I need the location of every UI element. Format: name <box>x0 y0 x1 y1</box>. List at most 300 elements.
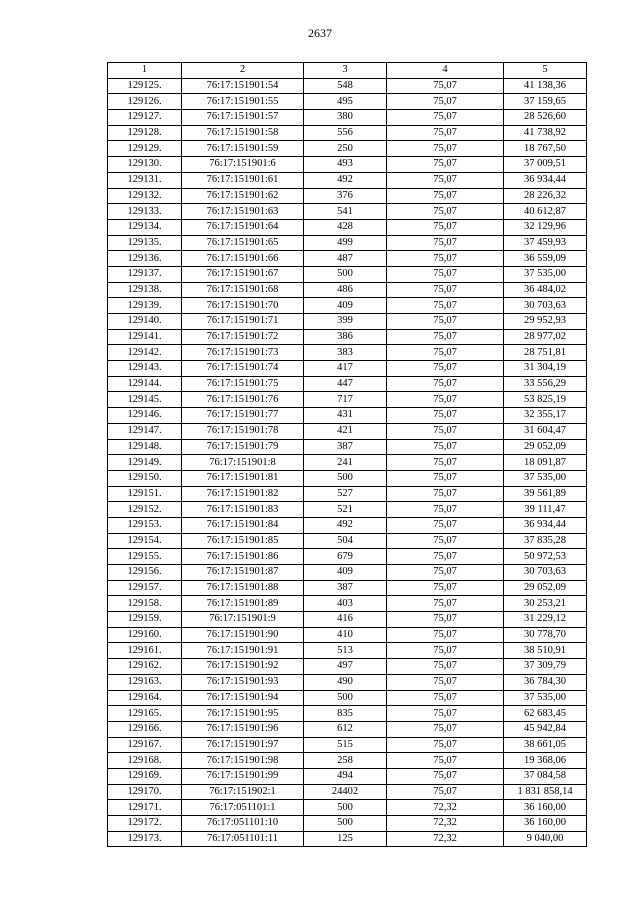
area-cell: 679 <box>304 549 387 565</box>
header-cell-2: 2 <box>182 63 304 79</box>
amount-cell: 38 661,05 <box>504 737 587 753</box>
area-cell: 421 <box>304 423 387 439</box>
cadastral-number-cell: 76:17:151901:90 <box>182 627 304 643</box>
amount-cell: 36 160,00 <box>504 816 587 832</box>
cadastral-number-cell: 76:17:151901:82 <box>182 486 304 502</box>
rate-cell: 75,07 <box>387 235 504 251</box>
cadastral-number-cell: 76:17:151901:73 <box>182 345 304 361</box>
table-row <box>108 361 587 377</box>
area-cell: 548 <box>304 78 387 94</box>
table-row <box>108 517 587 533</box>
amount-cell: 62 683,45 <box>504 706 587 722</box>
rate-cell: 75,07 <box>387 659 504 675</box>
table-row <box>108 627 587 643</box>
area-cell: 497 <box>304 659 387 675</box>
table-row <box>108 690 587 706</box>
amount-cell: 36 484,02 <box>504 282 587 298</box>
rate-cell: 75,07 <box>387 376 504 392</box>
area-cell: 490 <box>304 674 387 690</box>
row-number-cell: 129138. <box>108 282 182 298</box>
area-cell: 500 <box>304 266 387 282</box>
table-header-row <box>108 63 587 79</box>
table-row <box>108 455 587 471</box>
rate-cell: 75,07 <box>387 706 504 722</box>
cadastral-number-cell: 76:17:151901:97 <box>182 737 304 753</box>
rate-cell: 75,07 <box>387 753 504 769</box>
area-cell: 447 <box>304 376 387 392</box>
row-number-cell: 129149. <box>108 455 182 471</box>
cadastral-number-cell: 76:17:151901:81 <box>182 470 304 486</box>
cadastral-number-cell: 76:17:151901:9 <box>182 612 304 628</box>
cadastral-number-cell: 76:17:151901:8 <box>182 455 304 471</box>
rate-cell: 75,07 <box>387 266 504 282</box>
area-cell: 487 <box>304 251 387 267</box>
cadastral-number-cell: 76:17:151901:85 <box>182 533 304 549</box>
row-number-cell: 129171. <box>108 800 182 816</box>
table-row <box>108 157 587 173</box>
amount-cell: 37 309,79 <box>504 659 587 675</box>
amount-cell: 29 052,09 <box>504 439 587 455</box>
page-number: 2637 <box>308 26 332 40</box>
area-cell: 493 <box>304 157 387 173</box>
cadastral-number-cell: 76:17:151901:99 <box>182 768 304 784</box>
rate-cell: 75,07 <box>387 690 504 706</box>
amount-cell: 30 703,63 <box>504 298 587 314</box>
cadastral-number-cell: 76:17:151901:87 <box>182 565 304 581</box>
area-cell: 500 <box>304 816 387 832</box>
rate-cell: 75,07 <box>387 329 504 345</box>
header-cell-5: 5 <box>504 63 587 79</box>
table-row <box>108 408 587 424</box>
rate-cell: 75,07 <box>387 737 504 753</box>
row-number-cell: 129158. <box>108 596 182 612</box>
table-row <box>108 470 587 486</box>
amount-cell: 30 253,21 <box>504 596 587 612</box>
area-cell: 500 <box>304 800 387 816</box>
row-number-cell: 129165. <box>108 706 182 722</box>
rate-cell: 75,07 <box>387 219 504 235</box>
rate-cell: 75,07 <box>387 455 504 471</box>
amount-cell: 9 040,00 <box>504 831 587 847</box>
amount-cell: 31 229,12 <box>504 612 587 628</box>
area-cell: 515 <box>304 737 387 753</box>
row-number-cell: 129146. <box>108 408 182 424</box>
rate-cell: 75,07 <box>387 345 504 361</box>
table-row <box>108 816 587 832</box>
rate-cell: 75,07 <box>387 282 504 298</box>
table-row <box>108 737 587 753</box>
rate-cell: 75,07 <box>387 408 504 424</box>
header-cell-3: 3 <box>304 63 387 79</box>
area-cell: 125 <box>304 831 387 847</box>
row-number-cell: 129150. <box>108 470 182 486</box>
rate-cell: 75,07 <box>387 314 504 330</box>
table-row <box>108 94 587 110</box>
rate-cell: 75,07 <box>387 596 504 612</box>
table-row <box>108 204 587 220</box>
rate-cell: 72,32 <box>387 831 504 847</box>
row-number-cell: 129164. <box>108 690 182 706</box>
cadastral-number-cell: 76:17:151901:76 <box>182 392 304 408</box>
row-number-cell: 129156. <box>108 565 182 581</box>
area-cell: 499 <box>304 235 387 251</box>
table-row <box>108 549 587 565</box>
cadastral-number-cell: 76:17:151901:6 <box>182 157 304 173</box>
table-row <box>108 612 587 628</box>
cadastral-number-cell: 76:17:151901:59 <box>182 141 304 157</box>
area-cell: 241 <box>304 455 387 471</box>
cadastral-number-cell: 76:17:151901:75 <box>182 376 304 392</box>
table-row <box>108 188 587 204</box>
rate-cell: 75,07 <box>387 768 504 784</box>
amount-cell: 37 159,65 <box>504 94 587 110</box>
cadastral-number-cell: 76:17:151901:57 <box>182 110 304 126</box>
row-number-cell: 129160. <box>108 627 182 643</box>
cadastral-number-cell: 76:17:151901:62 <box>182 188 304 204</box>
row-number-cell: 129139. <box>108 298 182 314</box>
table-row <box>108 706 587 722</box>
row-number-cell: 129133. <box>108 204 182 220</box>
amount-cell: 37 084,58 <box>504 768 587 784</box>
area-cell: 417 <box>304 361 387 377</box>
area-cell: 409 <box>304 565 387 581</box>
cadastral-number-cell: 76:17:151901:96 <box>182 721 304 737</box>
cadastral-number-cell: 76:17:051101:11 <box>182 831 304 847</box>
cadastral-number-cell: 76:17:151901:77 <box>182 408 304 424</box>
rate-cell: 75,07 <box>387 674 504 690</box>
rate-cell: 75,07 <box>387 486 504 502</box>
rate-cell: 75,07 <box>387 392 504 408</box>
table-row <box>108 110 587 126</box>
rate-cell: 75,07 <box>387 423 504 439</box>
rate-cell: 75,07 <box>387 439 504 455</box>
cadastral-number-cell: 76:17:151901:86 <box>182 549 304 565</box>
rate-cell: 75,07 <box>387 94 504 110</box>
table-row <box>108 251 587 267</box>
cadastral-number-cell: 76:17:151901:91 <box>182 643 304 659</box>
rate-cell: 75,07 <box>387 549 504 565</box>
amount-cell: 28 226,32 <box>504 188 587 204</box>
amount-cell: 19 368,06 <box>504 753 587 769</box>
rate-cell: 75,07 <box>387 643 504 659</box>
rate-cell: 75,07 <box>387 565 504 581</box>
rate-cell: 72,32 <box>387 816 504 832</box>
table-row <box>108 78 587 94</box>
row-number-cell: 129129. <box>108 141 182 157</box>
area-cell: 250 <box>304 141 387 157</box>
amount-cell: 32 129,96 <box>504 219 587 235</box>
rate-cell: 75,07 <box>387 502 504 518</box>
row-number-cell: 129155. <box>108 549 182 565</box>
cadastral-number-cell: 76:17:151901:67 <box>182 266 304 282</box>
table-row <box>108 439 587 455</box>
amount-cell: 36 559,09 <box>504 251 587 267</box>
table-row <box>108 219 587 235</box>
table-row <box>108 502 587 518</box>
row-number-cell: 129144. <box>108 376 182 392</box>
cadastral-number-cell: 76:17:151901:93 <box>182 674 304 690</box>
amount-cell: 37 009,51 <box>504 157 587 173</box>
area-cell: 428 <box>304 219 387 235</box>
amount-cell: 37 535,00 <box>504 690 587 706</box>
cadastral-number-cell: 76:17:151902:1 <box>182 784 304 800</box>
table-row <box>108 831 587 847</box>
area-cell: 492 <box>304 517 387 533</box>
row-number-cell: 129168. <box>108 753 182 769</box>
amount-cell: 28 526,60 <box>504 110 587 126</box>
amount-cell: 40 612,87 <box>504 204 587 220</box>
table-row <box>108 125 587 141</box>
row-number-cell: 129131. <box>108 172 182 188</box>
cadastral-number-cell: 76:17:151901:79 <box>182 439 304 455</box>
area-cell: 409 <box>304 298 387 314</box>
row-number-cell: 129125. <box>108 78 182 94</box>
rate-cell: 75,07 <box>387 361 504 377</box>
table-row <box>108 659 587 675</box>
amount-cell: 41 138,36 <box>504 78 587 94</box>
row-number-cell: 129167. <box>108 737 182 753</box>
amount-cell: 30 778,70 <box>504 627 587 643</box>
amount-cell: 41 738,92 <box>504 125 587 141</box>
area-cell: 486 <box>304 282 387 298</box>
rate-cell: 75,07 <box>387 125 504 141</box>
area-cell: 494 <box>304 768 387 784</box>
area-cell: 24402 <box>304 784 387 800</box>
table-row <box>108 298 587 314</box>
table-row <box>108 643 587 659</box>
area-cell: 399 <box>304 314 387 330</box>
table-row <box>108 392 587 408</box>
rate-cell: 75,07 <box>387 580 504 596</box>
cadastral-number-cell: 76:17:051101:1 <box>182 800 304 816</box>
table-row <box>108 345 587 361</box>
table-row <box>108 314 587 330</box>
row-number-cell: 129137. <box>108 266 182 282</box>
row-number-cell: 129152. <box>108 502 182 518</box>
amount-cell: 1 831 858,14 <box>504 784 587 800</box>
amount-cell: 33 556,29 <box>504 376 587 392</box>
cadastral-number-cell: 76:17:151901:83 <box>182 502 304 518</box>
rate-cell: 75,07 <box>387 157 504 173</box>
rate-cell: 75,07 <box>387 172 504 188</box>
rate-cell: 75,07 <box>387 298 504 314</box>
row-number-cell: 129166. <box>108 721 182 737</box>
amount-cell: 32 355,17 <box>504 408 587 424</box>
rate-cell: 75,07 <box>387 517 504 533</box>
table-row <box>108 565 587 581</box>
cadastral-number-cell: 76:17:151901:68 <box>182 282 304 298</box>
row-number-cell: 129141. <box>108 329 182 345</box>
row-number-cell: 129132. <box>108 188 182 204</box>
table-row <box>108 784 587 800</box>
row-number-cell: 129130. <box>108 157 182 173</box>
cadastral-number-cell: 76:17:151901:65 <box>182 235 304 251</box>
amount-cell: 45 942,84 <box>504 721 587 737</box>
amount-cell: 31 304,19 <box>504 361 587 377</box>
row-number-cell: 129172. <box>108 816 182 832</box>
table-row <box>108 266 587 282</box>
table-row <box>108 486 587 502</box>
rate-cell: 75,07 <box>387 612 504 628</box>
table-row <box>108 533 587 549</box>
row-number-cell: 129154. <box>108 533 182 549</box>
row-number-cell: 129173. <box>108 831 182 847</box>
table-row <box>108 376 587 392</box>
area-cell: 500 <box>304 690 387 706</box>
area-cell: 431 <box>304 408 387 424</box>
cadastral-number-cell: 76:17:151901:92 <box>182 659 304 675</box>
area-cell: 387 <box>304 439 387 455</box>
rate-cell: 75,07 <box>387 204 504 220</box>
table-row <box>108 141 587 157</box>
table-row <box>108 721 587 737</box>
amount-cell: 36 934,44 <box>504 517 587 533</box>
cadastral-number-cell: 76:17:151901:74 <box>182 361 304 377</box>
row-number-cell: 129136. <box>108 251 182 267</box>
amount-cell: 37 535,00 <box>504 266 587 282</box>
amount-cell: 39 561,89 <box>504 486 587 502</box>
cadastral-number-cell: 76:17:151901:55 <box>182 94 304 110</box>
row-number-cell: 129148. <box>108 439 182 455</box>
amount-cell: 18 091,87 <box>504 455 587 471</box>
table-row <box>108 172 587 188</box>
amount-cell: 28 977,02 <box>504 329 587 345</box>
row-number-cell: 129163. <box>108 674 182 690</box>
table-body <box>108 78 587 847</box>
cadastral-number-cell: 76:17:151901:66 <box>182 251 304 267</box>
area-cell: 556 <box>304 125 387 141</box>
amount-cell: 29 952,93 <box>504 314 587 330</box>
area-cell: 387 <box>304 580 387 596</box>
row-number-cell: 129143. <box>108 361 182 377</box>
row-number-cell: 129140. <box>108 314 182 330</box>
rate-cell: 75,07 <box>387 78 504 94</box>
header-cell-1: 1 <box>108 63 182 79</box>
row-number-cell: 129134. <box>108 219 182 235</box>
area-cell: 492 <box>304 172 387 188</box>
amount-cell: 37 835,28 <box>504 533 587 549</box>
cadastral-number-cell: 76:17:151901:54 <box>182 78 304 94</box>
area-cell: 521 <box>304 502 387 518</box>
amount-cell: 31 604,47 <box>504 423 587 439</box>
row-number-cell: 129127. <box>108 110 182 126</box>
row-number-cell: 129145. <box>108 392 182 408</box>
table-row <box>108 235 587 251</box>
amount-cell: 37 459,93 <box>504 235 587 251</box>
cadastral-number-cell: 76:17:151901:71 <box>182 314 304 330</box>
row-number-cell: 129162. <box>108 659 182 675</box>
rate-cell: 72,32 <box>387 800 504 816</box>
cadastral-number-cell: 76:17:151901:58 <box>182 125 304 141</box>
cadastral-number-cell: 76:17:151901:88 <box>182 580 304 596</box>
table-row <box>108 329 587 345</box>
row-number-cell: 129157. <box>108 580 182 596</box>
table-row <box>108 674 587 690</box>
amount-cell: 30 703,63 <box>504 565 587 581</box>
area-cell: 612 <box>304 721 387 737</box>
amount-cell: 28 751,81 <box>504 345 587 361</box>
rate-cell: 75,07 <box>387 784 504 800</box>
area-cell: 495 <box>304 94 387 110</box>
area-cell: 513 <box>304 643 387 659</box>
amount-cell: 39 111,47 <box>504 502 587 518</box>
row-number-cell: 129169. <box>108 768 182 784</box>
area-cell: 403 <box>304 596 387 612</box>
rate-cell: 75,07 <box>387 110 504 126</box>
rate-cell: 75,07 <box>387 533 504 549</box>
area-cell: 383 <box>304 345 387 361</box>
amount-cell: 36 784,30 <box>504 674 587 690</box>
table-row <box>108 596 587 612</box>
cadastral-number-cell: 76:17:151901:98 <box>182 753 304 769</box>
row-number-cell: 129126. <box>108 94 182 110</box>
area-cell: 504 <box>304 533 387 549</box>
cadastral-number-cell: 76:17:151901:61 <box>182 172 304 188</box>
area-cell: 386 <box>304 329 387 345</box>
row-number-cell: 129159. <box>108 612 182 628</box>
cadastral-number-cell: 76:17:151901:63 <box>182 204 304 220</box>
area-cell: 835 <box>304 706 387 722</box>
cadastral-number-cell: 76:17:151901:89 <box>182 596 304 612</box>
cadastral-number-cell: 76:17:151901:94 <box>182 690 304 706</box>
rate-cell: 75,07 <box>387 721 504 737</box>
row-number-cell: 129170. <box>108 784 182 800</box>
cadastral-number-cell: 76:17:151901:78 <box>182 423 304 439</box>
row-number-cell: 129142. <box>108 345 182 361</box>
area-cell: 376 <box>304 188 387 204</box>
cadastral-number-cell: 76:17:151901:84 <box>182 517 304 533</box>
area-cell: 416 <box>304 612 387 628</box>
amount-cell: 53 825,19 <box>504 392 587 408</box>
amount-cell: 29 052,09 <box>504 580 587 596</box>
row-number-cell: 129153. <box>108 517 182 533</box>
area-cell: 541 <box>304 204 387 220</box>
table-row <box>108 423 587 439</box>
table-row <box>108 282 587 298</box>
amount-cell: 50 972,53 <box>504 549 587 565</box>
table-row <box>108 753 587 769</box>
rate-cell: 75,07 <box>387 251 504 267</box>
amount-cell: 36 934,44 <box>504 172 587 188</box>
table-row <box>108 580 587 596</box>
amount-cell: 38 510,91 <box>504 643 587 659</box>
row-number-cell: 129161. <box>108 643 182 659</box>
cadastral-number-cell: 76:17:151901:70 <box>182 298 304 314</box>
rate-cell: 75,07 <box>387 627 504 643</box>
amount-cell: 37 535,00 <box>504 470 587 486</box>
area-cell: 380 <box>304 110 387 126</box>
rate-cell: 75,07 <box>387 470 504 486</box>
amount-cell: 36 160,00 <box>504 800 587 816</box>
table-row <box>108 800 587 816</box>
row-number-cell: 129135. <box>108 235 182 251</box>
row-number-cell: 129151. <box>108 486 182 502</box>
area-cell: 527 <box>304 486 387 502</box>
rate-cell: 75,07 <box>387 141 504 157</box>
area-cell: 410 <box>304 627 387 643</box>
row-number-cell: 129128. <box>108 125 182 141</box>
header-cell-4: 4 <box>387 63 504 79</box>
cadastral-number-cell: 76:17:051101:10 <box>182 816 304 832</box>
cadastral-number-cell: 76:17:151901:72 <box>182 329 304 345</box>
area-cell: 258 <box>304 753 387 769</box>
area-cell: 717 <box>304 392 387 408</box>
amount-cell: 18 767,50 <box>504 141 587 157</box>
rate-cell: 75,07 <box>387 188 504 204</box>
data-table <box>107 62 587 847</box>
row-number-cell: 129147. <box>108 423 182 439</box>
table-row <box>108 768 587 784</box>
